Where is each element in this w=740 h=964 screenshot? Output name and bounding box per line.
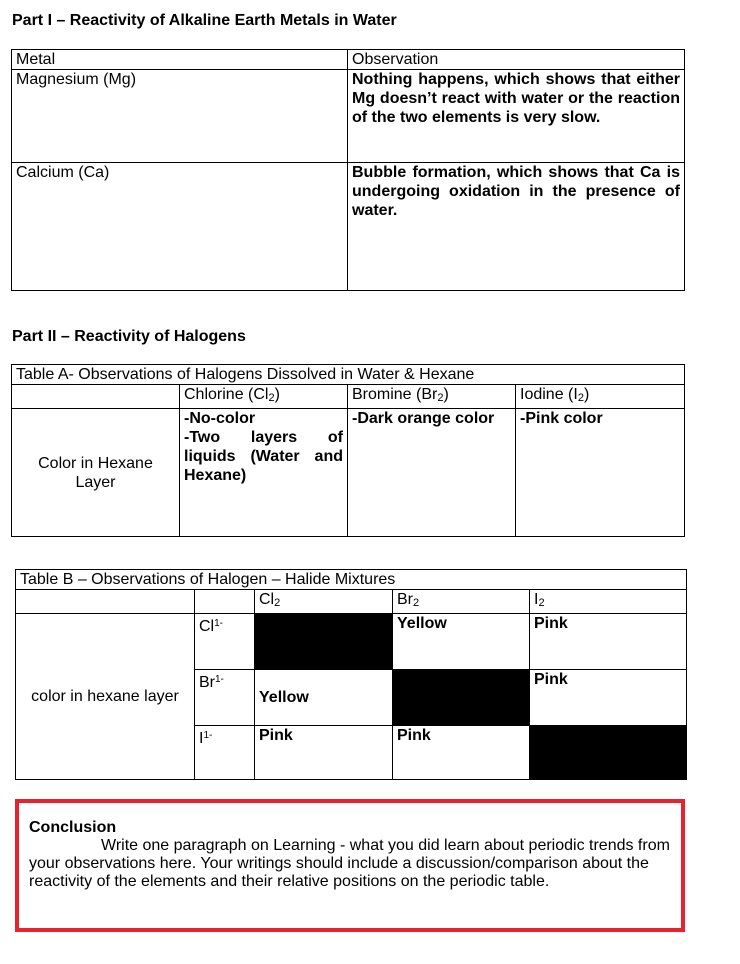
result-cell: Pink [530,614,687,670]
halogen-solvent-table [11,364,685,537]
bromide-ion: $Br^{1-}$ [195,670,255,726]
table-row [16,614,687,670]
halide-mixture-table [15,569,687,780]
iodine-cell: -Pink color [516,409,685,537]
result-cell: Pink [255,726,393,780]
row-label: Color in Hexane Layer [12,409,180,537]
table-row [12,409,685,537]
part2-heading: Part II – Reactivity of Halogens [12,328,246,345]
conclusion-text: Write one paragraph on Learning - what you did learn about periodic trends from your observations here. Your writings should include a discussion/comparison about the reactivity of the elements and their relative positions on the periodic table. [29,837,670,890]
chlorine-line: -Two layers of liquids (Water and Hexane) [184,429,343,484]
metal-header: Metal [12,50,348,70]
iodide-ion: $I^{1-}$ [195,726,255,780]
conclusion-box [15,799,685,932]
table-a-header [12,385,685,409]
observation-cell: Bubble formation, which shows that Ca is undergoing oxidation in the presence of water. [348,163,685,291]
result-cell: Yellow [393,614,530,670]
chlorine-header: Chlorine (Cl2) [180,385,348,409]
chlorine-line: -No-color [184,410,256,427]
cl2-header: Cl2 [255,590,393,614]
br2-header: Br2 [393,590,530,614]
chlorine-cell [180,409,348,537]
result-cell: Pink [393,726,530,780]
table-a-title: Table A- Observations of Halogens Dissolved in Water & Hexane [12,365,685,385]
iodine-header: Iodine (I2) [516,385,685,409]
result-cell: Pink [530,670,687,726]
blocked-cell [530,726,687,780]
table-row [12,70,685,163]
blocked-cell [393,670,530,726]
empty-cell [16,590,195,614]
table-b-header [16,590,687,614]
result-cell: Yellow [255,670,393,726]
i2-header: I2 [530,590,687,614]
table-row [12,163,685,291]
blocked-cell [255,614,393,670]
bromine-header: Bromine (Br2) [348,385,516,409]
observation-cell: Nothing happens, which shows that either Mg doesn’t react with water or the reaction of the two elements is very slow. [348,70,685,163]
table-b-title: Table B – Observations of Halogen – Halide Mixtures [16,570,687,590]
empty-cell [195,590,255,614]
metals-table-header [12,50,685,70]
row-label: color in hexane layer [16,614,195,780]
chloride-ion: $Cl^{1-}$ [195,614,255,670]
bromine-cell: -Dark orange color [348,409,516,537]
metals-table [11,49,685,291]
part1-heading: Part I – Reactivity of Alkaline Earth Metals in Water [12,12,397,29]
metal-cell: Magnesium (Mg) [12,70,348,163]
metal-cell: Calcium (Ca) [12,163,348,291]
conclusion-title: Conclusion [29,819,117,836]
empty-cell [12,385,180,409]
observation-header: Observation [348,50,685,70]
